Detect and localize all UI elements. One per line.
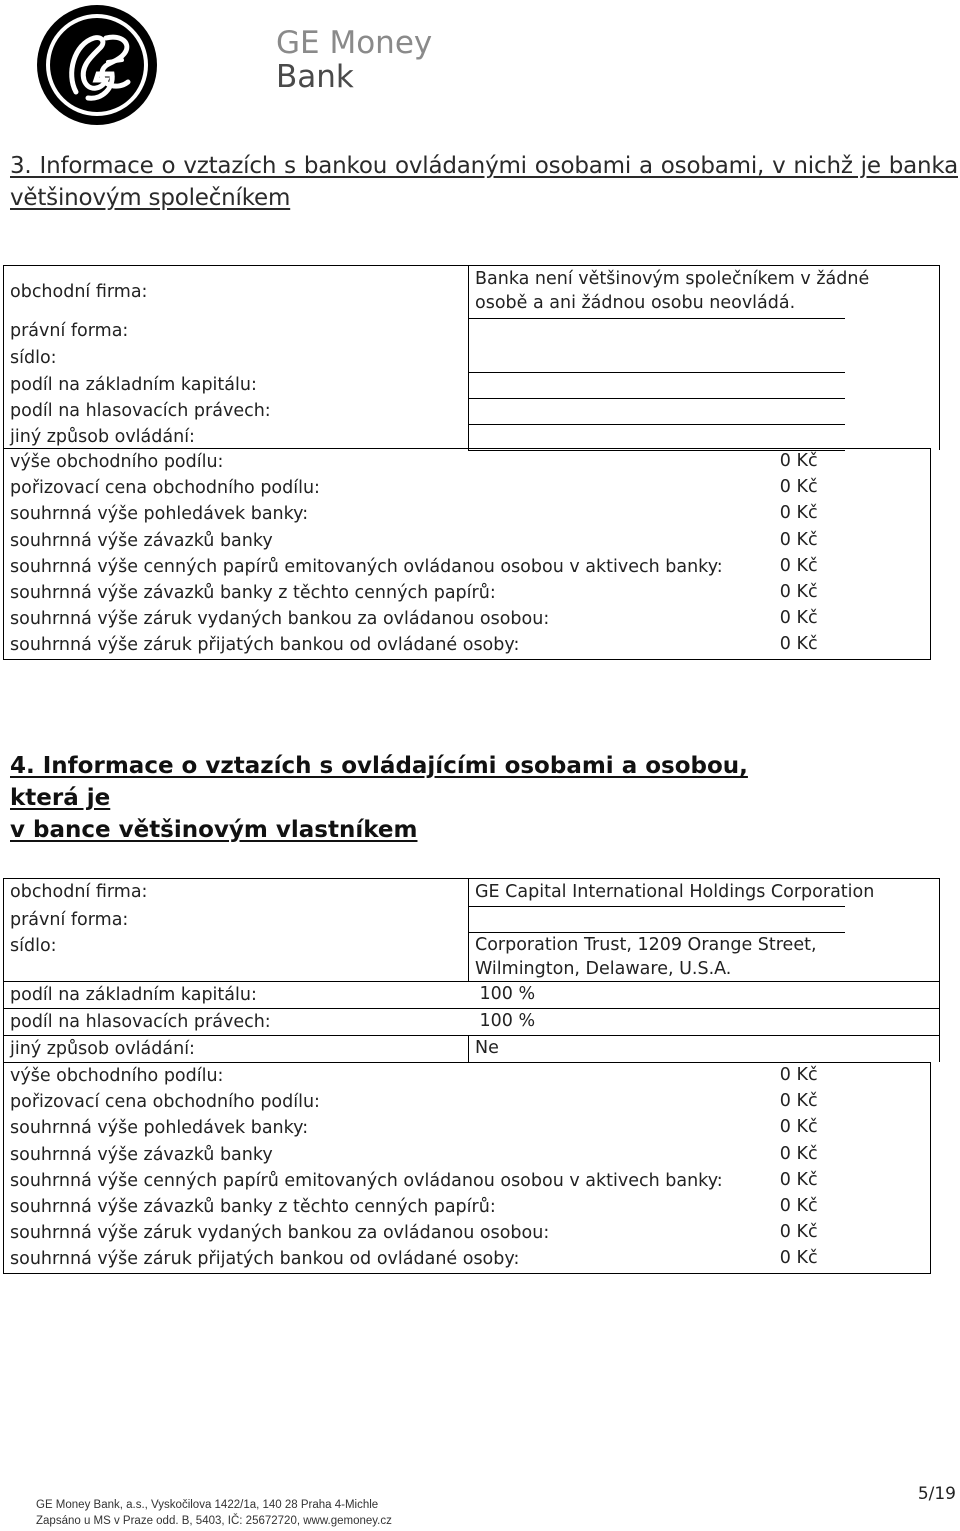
table-row	[4, 606, 931, 632]
row-label: právní forma:	[4, 907, 469, 933]
brand-line2: Bank	[276, 59, 354, 95]
table-row	[4, 318, 940, 344]
section3-table	[3, 265, 940, 451]
row-amount: 0 Kč	[774, 1168, 931, 1194]
table-row	[4, 1036, 940, 1063]
table-row	[4, 1063, 931, 1090]
row-amount: 0 Kč	[774, 1220, 931, 1246]
footer-address: GE Money Bank, a.s., Vyskočilova 1422/1a, 140 28 Praha 4-Michle	[36, 1499, 379, 1511]
section4-title	[10, 750, 800, 846]
row-value	[469, 907, 846, 933]
row-label: podíl na základním kapitálu:	[4, 982, 469, 1009]
row-label: jiný způsob ovládání:	[4, 424, 469, 450]
section4-title-line1: 4. Informace o vztazích s ovládajícími osobami a osobou, která je	[10, 753, 748, 811]
row-label: jiný způsob ovládání:	[4, 1036, 469, 1063]
row-label: pořizovací cena obchodního podílu:	[4, 475, 774, 501]
empty-cell	[469, 424, 846, 450]
address-line: Wilmington, Delaware, U.S.A.	[475, 959, 732, 979]
empty-cell	[469, 372, 846, 398]
row-label: souhrnná výše cenných papírů emitovaných ovládanou osobou v aktivech banky:	[4, 554, 774, 580]
empty-cell	[845, 1036, 940, 1063]
section4-amounts	[3, 1062, 931, 1274]
table-row	[4, 501, 931, 527]
row-label: pořizovací cena obchodního podílu:	[4, 1089, 774, 1115]
table-row	[4, 449, 931, 476]
row-label: podíl na hlasovacích právech:	[4, 1009, 469, 1036]
row-value: 100 %	[469, 982, 846, 1009]
table-row	[4, 372, 940, 398]
empty-cell	[845, 907, 940, 933]
empty-cell	[845, 318, 940, 344]
row-label: obchodní firma:	[4, 879, 469, 907]
empty-cell	[845, 372, 940, 398]
row-label: souhrnná výše závazků banky	[4, 528, 774, 554]
table-row	[4, 475, 931, 501]
brand-wordmark	[276, 26, 432, 94]
note-line: osobě a ani žádnou osobu neovládá.	[475, 293, 796, 313]
table-row	[4, 580, 931, 606]
row-value: GE Capital International Holdings Corporation	[469, 879, 846, 907]
row-label: souhrnná výše závazků banky z těchto cenných papírů:	[4, 1194, 774, 1220]
table-row	[4, 266, 940, 319]
row-label: právní forma:	[4, 318, 469, 344]
table-row	[4, 424, 940, 450]
row-label: souhrnná výše závazků banky z těchto cenných papírů:	[4, 580, 774, 606]
row-value: Ne	[469, 1036, 846, 1063]
table-row	[4, 1009, 940, 1036]
section4-title-line2: v bance většinovým vlastníkem	[10, 817, 418, 843]
row-label: sídlo:	[4, 933, 469, 982]
row-amount: 0 Kč	[774, 1089, 931, 1115]
table-row	[4, 1142, 931, 1168]
row-label: výše obchodního podílu:	[4, 449, 774, 476]
address-cell	[469, 933, 846, 982]
empty-cell	[845, 1009, 940, 1036]
empty-cell	[469, 344, 846, 372]
empty-cell	[845, 424, 940, 450]
row-label: souhrnná výše pohledávek banky:	[4, 501, 774, 527]
brand-line1: GE Money	[276, 25, 433, 61]
row-label: podíl na základním kapitálu:	[4, 372, 469, 398]
row-value: 100 %	[469, 1009, 846, 1036]
row-amount: 0 Kč	[774, 501, 931, 527]
row-amount: 0 Kč	[774, 632, 931, 659]
row-amount: 0 Kč	[774, 1142, 931, 1168]
empty-cell	[469, 398, 846, 424]
row-amount: 0 Kč	[774, 606, 931, 632]
table-row	[4, 1194, 931, 1220]
empty-cell	[845, 398, 940, 424]
row-amount: 0 Kč	[774, 1194, 931, 1220]
row-label: souhrnná výše záruk přijatých bankou od ovládané osoby:	[4, 632, 774, 659]
row-label: souhrnná výše záruk vydaných bankou za ovládanou osobou:	[4, 606, 774, 632]
table-row	[4, 933, 940, 982]
table-row	[4, 528, 931, 554]
row-amount: 0 Kč	[774, 528, 931, 554]
row-amount: 0 Kč	[774, 1115, 931, 1141]
ge-logo	[36, 4, 158, 126]
page-number: 5/19	[917, 1484, 956, 1504]
row-label: obchodní firma:	[4, 266, 469, 319]
table-row	[4, 1115, 931, 1141]
table-row	[4, 982, 940, 1009]
table-row	[4, 1168, 931, 1194]
row-label: souhrnná výše závazků banky	[4, 1142, 774, 1168]
row-amount: 0 Kč	[774, 475, 931, 501]
table-row	[4, 554, 931, 580]
row-label: souhrnná výše záruk vydaných bankou za ovládanou osobou:	[4, 1220, 774, 1246]
row-label: výše obchodního podílu:	[4, 1063, 774, 1090]
row-amount: 0 Kč	[774, 1063, 931, 1090]
table-row	[4, 1246, 931, 1273]
row-amount: 0 Kč	[774, 449, 931, 476]
table-row	[4, 344, 940, 372]
row-label: souhrnná výše cenných papírů emitovaných ovládanou osobou v aktivech banky:	[4, 1168, 774, 1194]
empty-cell	[845, 344, 940, 372]
table-row	[4, 907, 940, 933]
row-label: souhrnná výše záruk přijatých bankou od ovládané osoby:	[4, 1246, 774, 1273]
empty-cell	[469, 318, 846, 344]
footer-registration: Zapsáno u MS v Praze odd. B, 5403, IČ: 25672720, www.gemoney.cz	[36, 1515, 392, 1527]
footer	[36, 1497, 392, 1529]
section3-title: 3. Informace o vztazích s bankou ovládanými osobami a osobami, v nichž je banka většinovým společníkem	[10, 153, 958, 211]
table-row	[4, 1089, 931, 1115]
empty-cell	[845, 933, 940, 982]
note-line: Banka není většinovým společníkem v žádné	[475, 269, 870, 289]
row-label: souhrnná výše pohledávek banky:	[4, 1115, 774, 1141]
row-label: podíl na hlasovacích právech:	[4, 398, 469, 424]
table-row	[4, 1220, 931, 1246]
row-amount: 0 Kč	[774, 554, 931, 580]
section4-table	[3, 878, 940, 1062]
address-line: Corporation Trust, 1209 Orange Street,	[475, 935, 817, 955]
empty-cell	[845, 982, 940, 1009]
section3-note	[469, 266, 870, 319]
row-amount: 0 Kč	[774, 580, 931, 606]
table-row	[4, 632, 931, 659]
table-row	[4, 879, 940, 907]
row-amount: 0 Kč	[774, 1246, 931, 1273]
section3-amounts	[3, 448, 931, 660]
row-label: sídlo:	[4, 344, 469, 372]
table-row	[4, 398, 940, 424]
